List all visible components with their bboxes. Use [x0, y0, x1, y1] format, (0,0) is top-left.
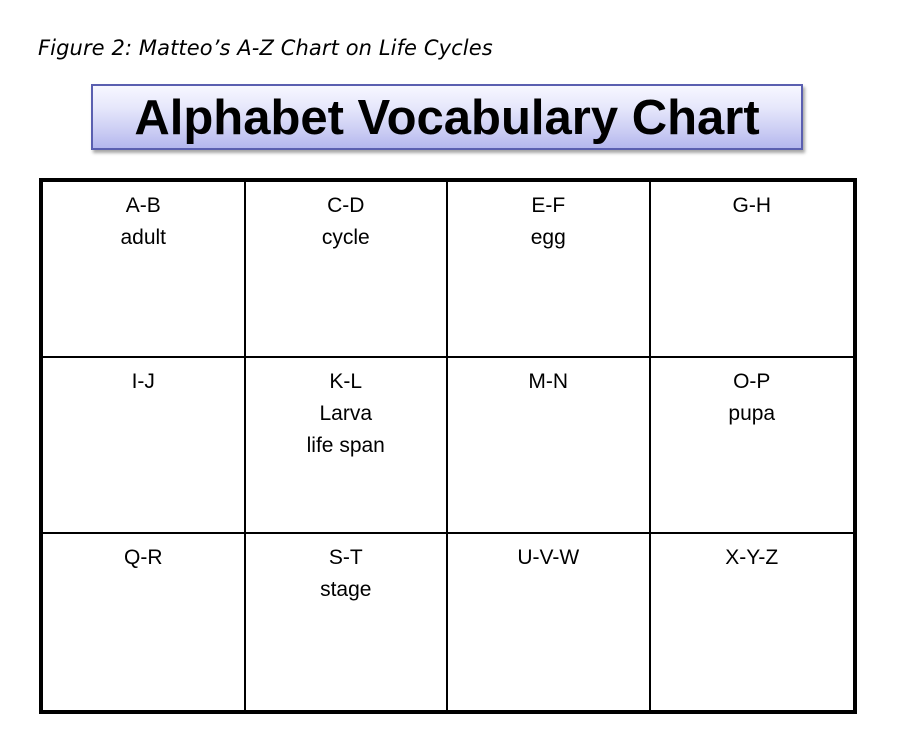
cell-letter-label: G-H — [732, 194, 771, 217]
grid-cell-i-j — [43, 358, 246, 534]
grid-cell-m-n — [448, 358, 651, 534]
cell-letter-label: O-P — [733, 370, 771, 393]
vocabulary-word: cycle — [321, 226, 370, 249]
vocabulary-word: Larva — [319, 402, 373, 425]
cell-letter-label: I-J — [131, 370, 155, 393]
vocabulary-word: adult — [120, 226, 167, 249]
chart-title: Alphabet Vocabulary Chart — [134, 90, 760, 145]
grid-cell-o-p — [651, 358, 854, 534]
cell-letter-label: X-Y-Z — [725, 546, 779, 569]
cell-letter-label: M-N — [528, 370, 569, 393]
grid-cell-k-l — [246, 358, 449, 534]
figure-caption: Figure 2: Matteo’s A-Z Chart on Life Cycles — [38, 36, 493, 60]
grid-cell-c-d — [246, 182, 449, 358]
cell-letter-label: S-T — [328, 546, 363, 569]
grid-cell-x-y-z — [651, 534, 854, 710]
vocabulary-word: egg — [530, 226, 566, 249]
grid-cell-g-h — [651, 182, 854, 358]
grid-cell-u-v-w — [448, 534, 651, 710]
grid-cell-a-b — [43, 182, 246, 358]
vocabulary-word: pupa — [728, 402, 776, 425]
chart-title-banner — [91, 84, 803, 150]
cell-letter-label: E-F — [531, 194, 566, 217]
cell-letter-label: A-B — [125, 194, 161, 217]
grid-cell-q-r — [43, 534, 246, 710]
cell-letter-label: C-D — [327, 194, 365, 217]
vocabulary-word: life span — [306, 434, 385, 457]
vocabulary-word: stage — [320, 578, 372, 601]
grid-cell-e-f — [448, 182, 651, 358]
cell-letter-label: K-L — [329, 370, 363, 393]
cell-letter-label: Q-R — [124, 546, 163, 569]
alphabet-vocabulary-grid — [39, 178, 857, 714]
grid-cell-s-t — [246, 534, 449, 710]
cell-letter-label: U-V-W — [517, 546, 580, 569]
